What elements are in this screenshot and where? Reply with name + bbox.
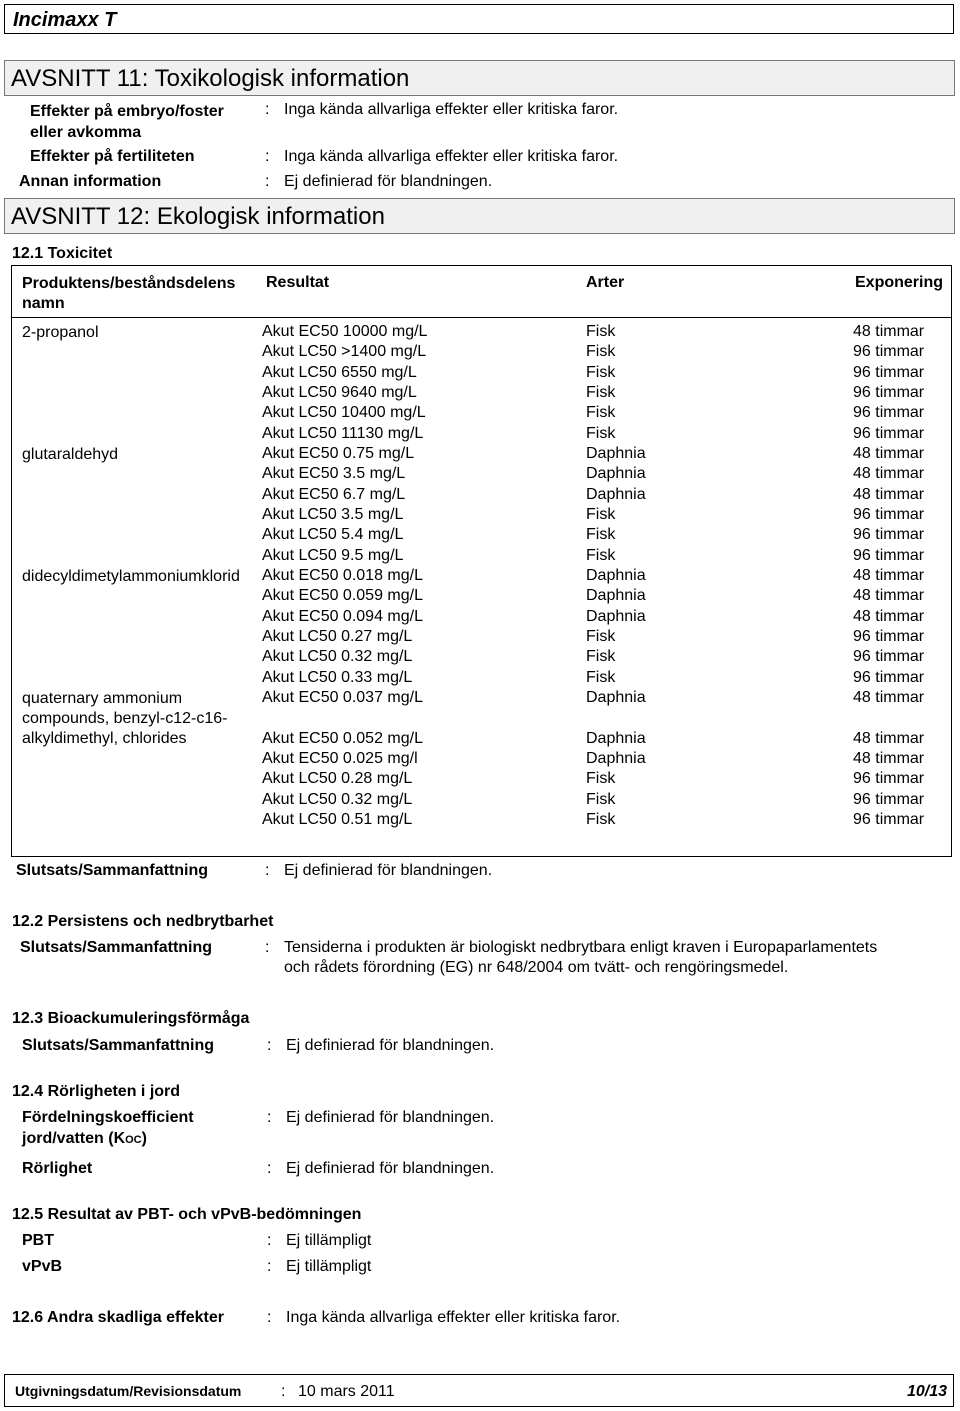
result-cell: Akut EC50 0.094 mg/L	[262, 607, 423, 625]
result-cell: Akut LC50 9640 mg/L	[262, 383, 417, 401]
exposure-cell: 96 timmar	[853, 627, 925, 645]
colon: :	[265, 862, 270, 879]
bioaccumulation-heading: 12.3 Bioackumuleringsförmåga	[12, 1010, 250, 1027]
result-cell: Akut EC50 10000 mg/L	[262, 323, 428, 340]
exposure-cell: 48 timmar	[853, 749, 925, 767]
table-row	[12, 547, 953, 567]
exposure-cell: 96 timmar	[853, 668, 925, 686]
species-cell: Fisk	[586, 526, 616, 544]
colon: :	[267, 1258, 272, 1275]
table-row	[12, 791, 953, 811]
table-row	[12, 669, 953, 689]
persistence-value-line1: Tensiderna i produkten är biologiskt nedbrytbara enligt kraven i Europaparlamentets	[284, 939, 878, 956]
colon: :	[267, 1037, 272, 1054]
table-row	[12, 526, 953, 546]
vpvb-value: Ej tillämpligt	[286, 1258, 372, 1275]
column-header-result: Resultat	[266, 274, 330, 291]
result-cell: Akut LC50 3.5 mg/L	[262, 505, 404, 523]
revision-date-label: Utgivningsdatum/Revisionsdatum	[15, 1383, 242, 1399]
species-cell: Daphnia	[586, 607, 646, 625]
colon: :	[265, 148, 270, 165]
persistence-value-line2: och rådets förordning (EG) nr 648/2004 om tvätt- och rengöringsmedel.	[284, 959, 789, 976]
table-row	[12, 343, 953, 363]
colon: :	[265, 101, 270, 118]
result-cell: Akut LC50 11130 mg/L	[262, 424, 424, 442]
vpvb-label: vPvB	[22, 1258, 63, 1275]
result-cell: Akut LC50 5.4 mg/L	[262, 526, 404, 544]
exposure-cell: 48 timmar	[853, 729, 925, 747]
table-row	[12, 364, 953, 384]
result-cell: Akut LC50 10400 mg/L	[262, 404, 426, 422]
other-effects-value: Inga kända allvarliga effekter eller kritiska faror.	[286, 1309, 621, 1326]
exposure-cell: 96 timmar	[853, 505, 925, 523]
partition-coefficient-value: Ej definierad för blandningen.	[286, 1109, 495, 1126]
result-cell: Akut LC50 6550 mg/L	[262, 363, 417, 381]
exposure-cell: 96 timmar	[853, 790, 925, 808]
colon: :	[265, 939, 270, 956]
result-cell: Akut LC50 0.28 mg/L	[262, 770, 413, 788]
mobility-heading: 12.4 Rörligheten i jord	[12, 1083, 181, 1100]
substance-name-cell: glutaraldehyd	[22, 445, 119, 463]
fertility-effects-label: Effekter på fertiliteten	[30, 148, 195, 165]
toxicity-heading: 12.1 Toxicitet	[12, 245, 113, 262]
species-cell: Daphnia	[586, 566, 646, 584]
substance-name-cell: 2-propanol	[22, 324, 99, 341]
other-effects-heading: 12.6 Andra skadliga effekter	[12, 1309, 224, 1326]
colon: :	[267, 1232, 272, 1249]
species-cell: Fisk	[586, 668, 616, 686]
result-cell: Akut LC50 >1400 mg/L	[262, 343, 427, 361]
exposure-cell: 96 timmar	[853, 363, 925, 381]
pbt-heading: 12.5 Resultat av PBT- och vPvB-bedömningen	[12, 1206, 362, 1223]
colon: :	[267, 1309, 272, 1326]
document-header	[4, 4, 954, 34]
exposure-cell: 96 timmar	[853, 424, 925, 442]
persistence-heading: 12.2 Persistens och nedbrytbarhet	[12, 913, 274, 930]
substance-name-cell: didecyldimetylammoniumklorid	[22, 567, 240, 585]
species-cell: Fisk	[586, 363, 616, 381]
section-11-title: AVSNITT 11: Toxikologisk information	[11, 65, 410, 92]
species-cell: Fisk	[586, 546, 616, 564]
exposure-cell: 96 timmar	[853, 383, 925, 401]
document-footer	[4, 1374, 954, 1407]
table-row	[12, 608, 953, 628]
colon: :	[267, 1109, 272, 1126]
result-cell: Akut EC50 0.059 mg/L	[262, 587, 423, 605]
persistence-summary-label: Slutsats/Sammanfattning	[20, 939, 213, 956]
species-cell: Daphnia	[586, 749, 646, 767]
column-header-substance: Produktens/beståndsdelens namn	[22, 275, 236, 312]
species-cell: Fisk	[586, 627, 616, 645]
pbt-label: PBT	[22, 1232, 54, 1249]
product-title: Incimaxx T	[13, 9, 117, 31]
exposure-cell: 48 timmar	[853, 607, 925, 625]
result-cell: Akut EC50 0.052 mg/L	[262, 729, 423, 747]
exposure-cell: 96 timmar	[853, 546, 925, 564]
table-row	[12, 750, 953, 770]
exposure-cell: 96 timmar	[853, 770, 925, 788]
other-info-value: Ej definierad för blandningen.	[284, 173, 493, 190]
table-row	[12, 648, 953, 668]
colon: :	[267, 1160, 272, 1177]
exposure-cell: 96 timmar	[853, 648, 925, 666]
toxicity-summary-value: Ej definierad för blandningen.	[284, 862, 493, 879]
species-cell: Daphnia	[586, 465, 646, 483]
result-cell: Akut EC50 6.7 mg/L	[262, 485, 406, 503]
table-row	[12, 587, 953, 607]
table-row	[12, 323, 953, 343]
table-row	[12, 506, 953, 526]
table-row	[12, 404, 953, 424]
species-cell: Fisk	[586, 648, 616, 666]
result-cell: Akut LC50 9.5 mg/L	[262, 546, 404, 564]
colon: :	[265, 173, 270, 190]
result-cell: Akut LC50 0.27 mg/L	[262, 627, 413, 645]
revision-date-value: 10 mars 2011	[298, 1383, 395, 1400]
table-row	[12, 445, 953, 465]
table-row	[12, 465, 953, 485]
species-cell: Fisk	[586, 323, 616, 340]
exposure-cell: 48 timmar	[853, 688, 925, 706]
species-cell: Fisk	[586, 790, 616, 808]
table-row	[12, 486, 953, 506]
mobility-label: Rörlighet	[22, 1160, 93, 1177]
species-cell: Fisk	[586, 383, 616, 401]
column-header-species: Arter	[586, 274, 625, 291]
exposure-cell: 48 timmar	[853, 566, 925, 584]
partition-coefficient-label-line2: jord/vatten (KOC)	[22, 1130, 147, 1147]
colon: :	[281, 1383, 286, 1400]
table-row	[12, 730, 953, 750]
result-cell: Akut EC50 0.75 mg/L	[262, 444, 415, 462]
species-cell: Daphnia	[586, 485, 646, 503]
other-info-label: Annan information	[19, 173, 162, 190]
species-cell: Daphnia	[586, 688, 646, 706]
table-row	[12, 770, 953, 790]
table-row	[12, 628, 953, 648]
column-header-exposure: Exponering	[855, 274, 944, 291]
result-cell: Akut LC50 0.51 mg/L	[262, 810, 413, 828]
partition-coefficient-label: Fördelningskoefficient	[22, 1109, 194, 1126]
table-row	[12, 567, 953, 587]
species-cell: Fisk	[586, 404, 616, 422]
exposure-cell: 48 timmar	[853, 587, 925, 605]
result-cell: Akut EC50 0.037 mg/L	[262, 688, 423, 706]
mobility-value: Ej definierad för blandningen.	[286, 1160, 495, 1177]
substance-name-cell: quaternary ammonium compounds, benzyl-c12-c16-alkyldimethyl, chlorides	[22, 689, 228, 747]
section-12-banner	[4, 198, 955, 234]
species-cell: Fisk	[586, 810, 616, 828]
exposure-cell: 96 timmar	[853, 810, 925, 828]
embryo-effects-label: Effekter på embryo/foster eller avkomma	[30, 103, 224, 141]
exposure-cell: 48 timmar	[853, 465, 925, 483]
species-cell: Daphnia	[586, 587, 646, 605]
result-cell: Akut EC50 0.025 mg/l	[262, 749, 418, 767]
table-header-divider	[12, 317, 951, 318]
species-cell: Fisk	[586, 343, 616, 361]
species-cell: Fisk	[586, 770, 616, 788]
result-cell: Akut LC50 0.32 mg/L	[262, 790, 413, 808]
section-12-title: AVSNITT 12: Ekologisk information	[11, 203, 385, 230]
result-cell: Akut LC50 0.33 mg/L	[262, 668, 413, 686]
result-cell: Akut EC50 3.5 mg/L	[262, 465, 406, 483]
exposure-cell: 96 timmar	[853, 404, 925, 422]
result-cell: Akut EC50 0.018 mg/L	[262, 566, 423, 584]
table-row	[12, 384, 953, 404]
exposure-cell: 96 timmar	[853, 343, 925, 361]
species-cell: Daphnia	[586, 444, 646, 462]
exposure-cell: 48 timmar	[853, 323, 925, 340]
exposure-cell: 96 timmar	[853, 526, 925, 544]
species-cell: Fisk	[586, 424, 616, 442]
embryo-effects-value: Inga kända allvarliga effekter eller kritiska faror.	[284, 101, 619, 118]
fertility-effects-value: Inga kända allvarliga effekter eller kritiska faror.	[284, 148, 619, 165]
exposure-cell: 48 timmar	[853, 444, 925, 462]
pbt-value: Ej tillämpligt	[286, 1232, 372, 1249]
exposure-cell: 48 timmar	[853, 485, 925, 503]
bioaccumulation-summary-label: Slutsats/Sammanfattning	[22, 1037, 215, 1054]
table-row	[12, 425, 953, 445]
section-11-banner	[4, 60, 955, 96]
toxicity-summary-label: Slutsats/Sammanfattning	[16, 862, 209, 879]
species-cell: Fisk	[586, 505, 616, 523]
bioaccumulation-value: Ej definierad för blandningen.	[286, 1037, 495, 1054]
species-cell: Daphnia	[586, 729, 646, 747]
table-row	[12, 811, 953, 831]
page-number: 10/13	[906, 1383, 947, 1400]
result-cell: Akut LC50 0.32 mg/L	[262, 648, 413, 666]
toxicity-table	[11, 265, 952, 857]
